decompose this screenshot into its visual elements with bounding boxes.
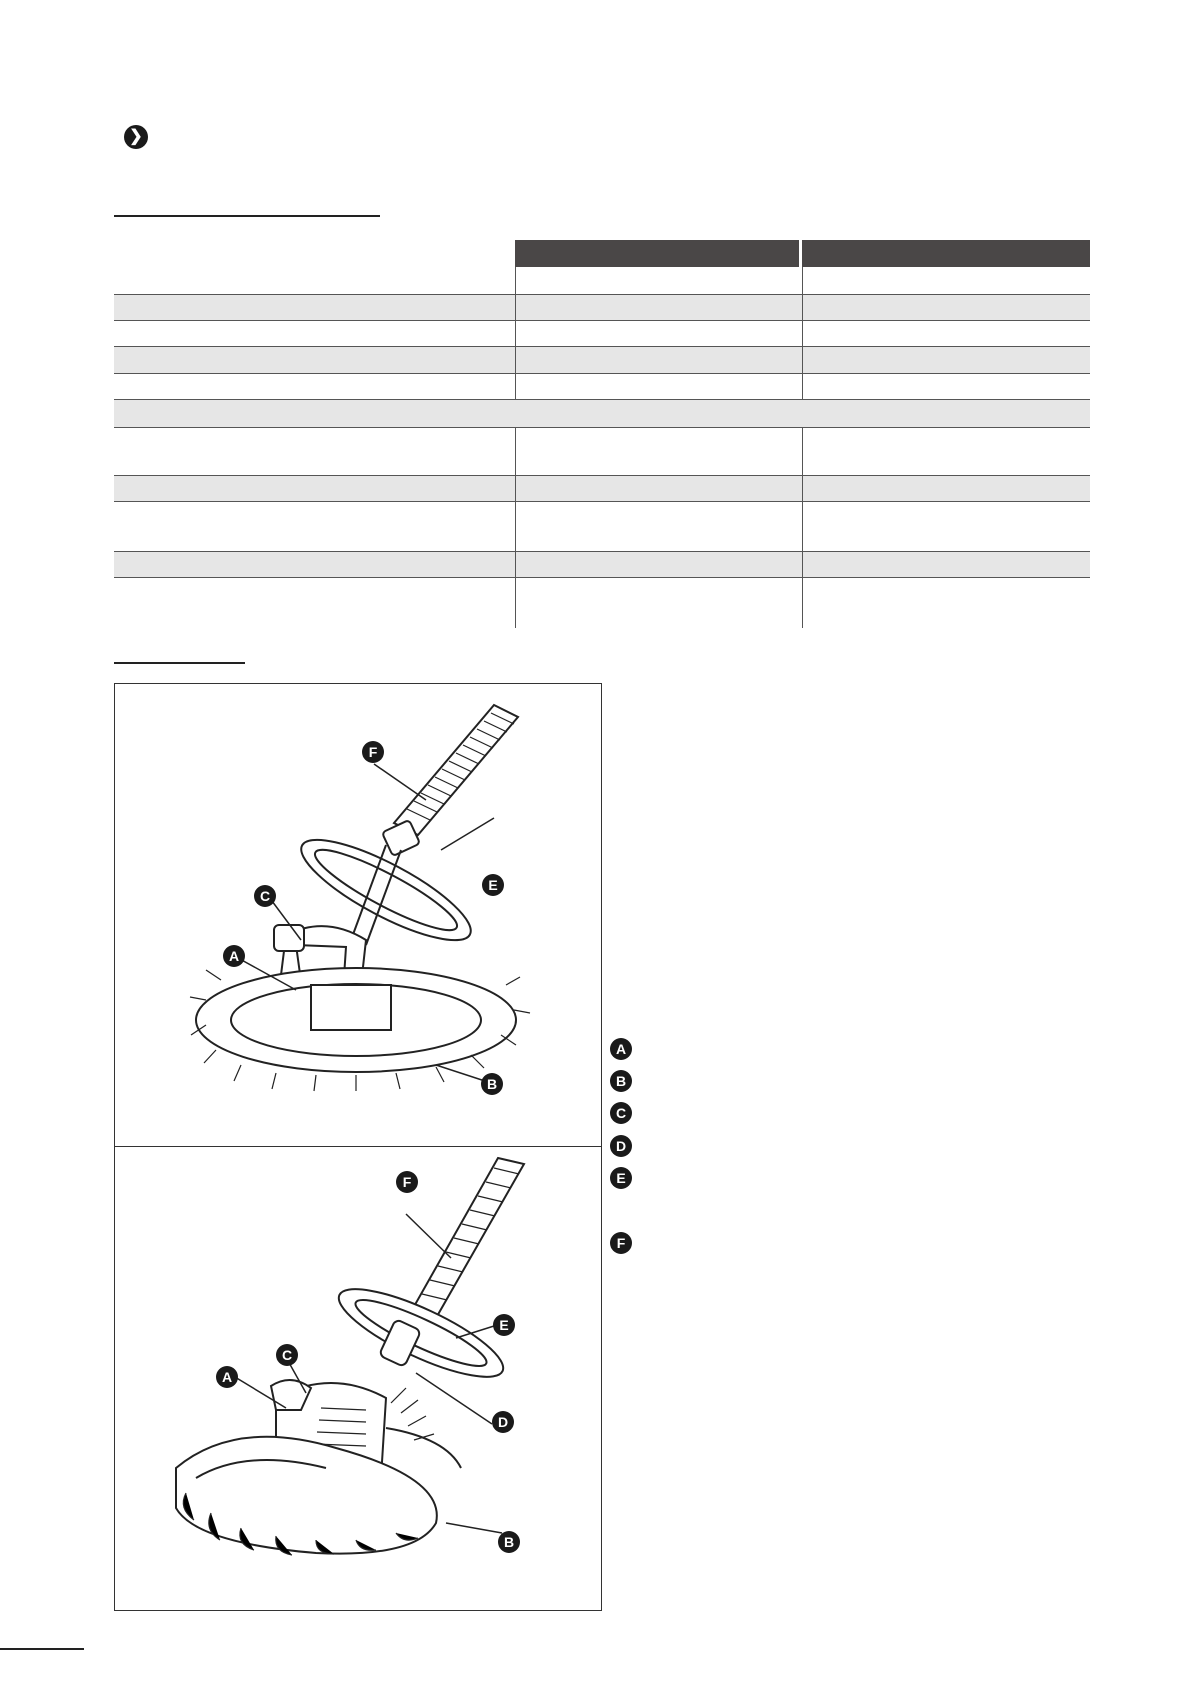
section-heading-rule [114, 662, 245, 664]
legend-badge-b: B [610, 1070, 632, 1092]
legend-badge-d: D [610, 1135, 632, 1157]
table-row [114, 502, 1090, 552]
callout-badge-a: A [223, 945, 245, 967]
table-row [114, 321, 1090, 347]
table-row [114, 428, 1090, 476]
callout-badge-e: E [493, 1314, 515, 1336]
spec-table-header-col1 [515, 240, 799, 267]
table-row [114, 295, 1090, 321]
legend-badge-c: C [610, 1102, 632, 1124]
callout-badge-f: F [362, 741, 384, 763]
callout-badge-a: A [216, 1366, 238, 1388]
table-row [114, 578, 1090, 628]
pool-cleaner-illustration-bottom [116, 1148, 600, 1608]
table-row [114, 267, 1090, 295]
table-divider [802, 428, 803, 628]
legend-badge-a: A [610, 1038, 632, 1060]
table-row [114, 552, 1090, 578]
pool-cleaner-illustration-top [116, 685, 600, 1145]
table-divider [515, 267, 516, 400]
section-heading-rule [114, 215, 380, 217]
table-divider [515, 428, 516, 628]
callout-badge-e: E [482, 874, 504, 896]
callout-badge-c: C [254, 885, 276, 907]
chevron-right-icon: ❯ [124, 125, 148, 149]
footer-rule [0, 1648, 84, 1650]
table-row [114, 347, 1090, 374]
callout-badge-b: B [481, 1073, 503, 1095]
callout-badge-d: D [492, 1411, 514, 1433]
table-row [114, 476, 1090, 502]
table-row [114, 374, 1090, 400]
callout-badge-b: B [498, 1531, 520, 1553]
table-row [114, 400, 1090, 428]
callout-badge-f: F [396, 1171, 418, 1193]
figure-divider [114, 1146, 602, 1147]
legend-badge-e: E [610, 1167, 632, 1189]
spec-table-header-col2 [802, 240, 1090, 267]
table-divider [802, 267, 803, 400]
legend-badge-f: F [610, 1232, 632, 1254]
callout-badge-c: C [276, 1344, 298, 1366]
